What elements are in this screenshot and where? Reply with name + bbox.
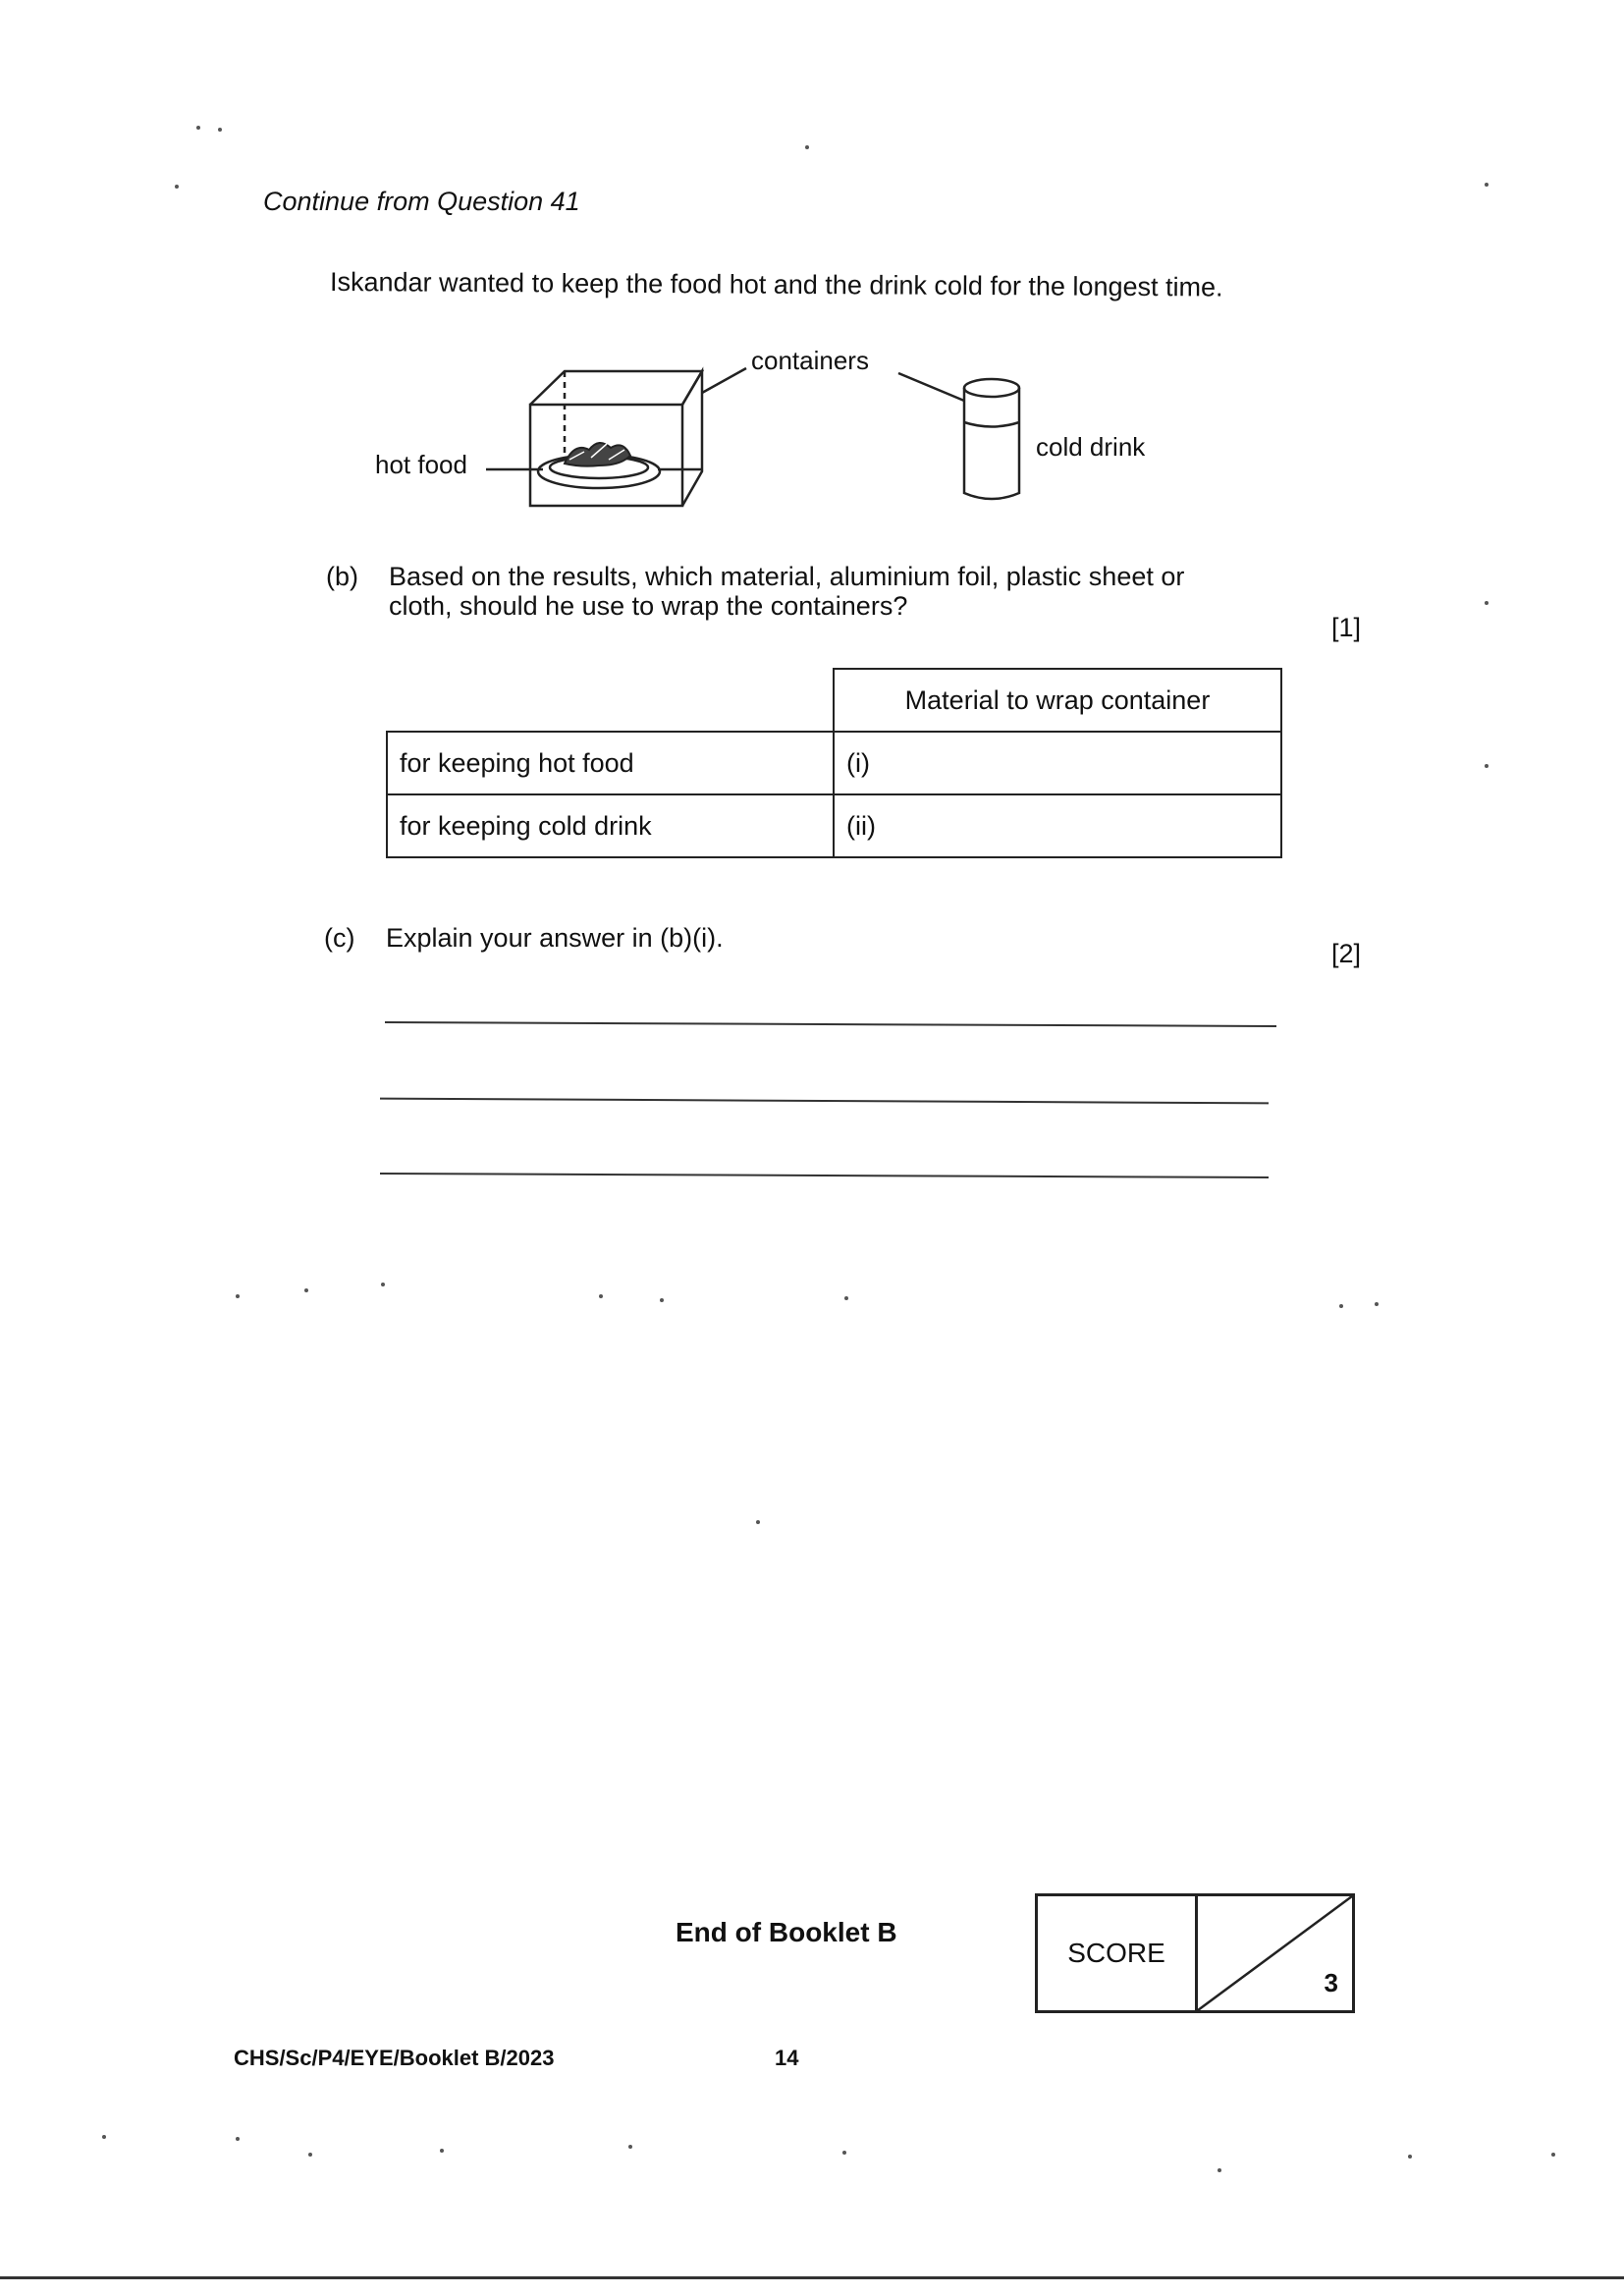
scan-speck: [236, 2137, 240, 2141]
table-header-cell: Material to wrap container: [834, 669, 1281, 732]
scan-speck: [844, 1296, 848, 1300]
scan-speck: [1485, 764, 1489, 768]
scan-speck: [308, 2153, 312, 2157]
booklet-code: CHS/Sc/P4/EYE/Booklet B/2023: [234, 2046, 555, 2070]
part-c-question: Explain your answer in (b)(i).: [386, 923, 724, 953]
score-box: [1035, 1893, 1355, 2013]
intro-text: Iskandar wanted to keep the food hot and the drink cold for the longest time.: [329, 267, 1223, 302]
part-b-line-1: Based on the results, which material, aluminium foil, plastic sheet or: [389, 562, 1185, 591]
answer-cell-ii[interactable]: [834, 794, 1281, 857]
part-b-letter: (b): [326, 562, 358, 591]
scan-speck: [1485, 183, 1489, 187]
score-label: SCORE: [1038, 1896, 1198, 2010]
hot-food-label: hot food: [375, 450, 467, 479]
part-b-question: [389, 562, 1184, 621]
scan-speck: [304, 1288, 308, 1292]
scan-speck: [1551, 2153, 1555, 2157]
answer-line-3[interactable]: [380, 1173, 1269, 1178]
table-row: [387, 732, 1281, 794]
part-b-marks: [1]: [1331, 613, 1362, 642]
scan-speck: [756, 1520, 760, 1524]
scan-speck: [440, 2149, 444, 2153]
page-number: 14: [775, 2046, 799, 2070]
containers-diagram: [363, 334, 1208, 520]
row-label-hot-food: for keeping hot food: [387, 732, 834, 794]
scan-speck: [196, 126, 200, 130]
end-of-booklet: End of Booklet B: [676, 1917, 897, 1947]
part-c-letter: (c): [324, 923, 355, 953]
scan-speck: [628, 2145, 632, 2149]
answer-line-1[interactable]: [385, 1021, 1276, 1027]
scan-speck: [599, 1294, 603, 1298]
scan-speck: [218, 128, 222, 132]
table-empty-cell: [387, 669, 834, 732]
scan-speck: [842, 2151, 846, 2155]
scan-speck: [1375, 1302, 1379, 1306]
scan-speck: [805, 145, 809, 149]
scan-speck: [236, 1294, 240, 1298]
score-max: 3: [1324, 1968, 1338, 1997]
answer-line-2[interactable]: [380, 1098, 1269, 1105]
cold-drink-label: cold drink: [1036, 432, 1146, 462]
scan-speck: [1218, 2168, 1221, 2172]
answer-cell-i[interactable]: [834, 732, 1281, 794]
scan-speck: [102, 2135, 106, 2139]
scan-speck: [175, 185, 179, 189]
scan-speck: [1408, 2155, 1412, 2159]
part-c-marks: [2]: [1331, 939, 1362, 968]
scan-speck: [660, 1298, 664, 1302]
containers-label: containers: [751, 346, 869, 375]
continue-note: Continue from Question 41: [263, 187, 580, 216]
table-header-row: [387, 669, 1281, 732]
answer-marker-i: (i): [846, 747, 870, 778]
row-label-cold-drink: for keeping cold drink: [387, 794, 834, 857]
answer-marker-ii: (ii): [846, 810, 876, 841]
answer-table: [386, 668, 1282, 858]
page-bottom-edge: [0, 2276, 1624, 2279]
scan-speck: [1485, 601, 1489, 605]
scan-speck: [381, 1283, 385, 1286]
part-b-line-2: cloth, should he use to wrap the containers?: [389, 591, 908, 621]
table-row: [387, 794, 1281, 857]
scan-speck: [1339, 1304, 1343, 1308]
